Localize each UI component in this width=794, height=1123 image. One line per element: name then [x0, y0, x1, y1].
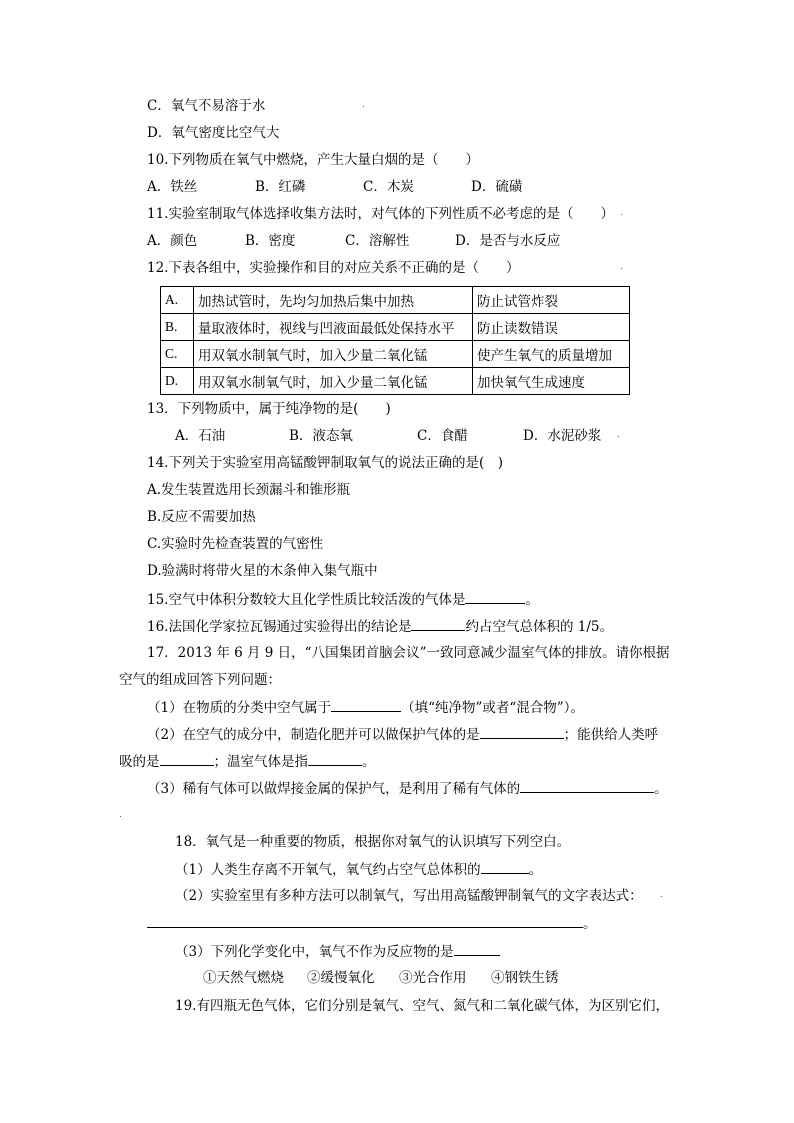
answer-blank[interactable]	[331, 697, 401, 712]
q19-stem: 19.有四瓶无色气体，它们分别是氧气、空气、氮气和二氧化碳气体，为区别它们，	[175, 998, 669, 1014]
q16-text: 16.法国化学家拉瓦锡通过实验得出的结论是	[147, 619, 412, 635]
q14-option-b: B.反应不需要加热	[147, 509, 256, 525]
q14-option-d: D.验满时将带火星的木条伸入集气瓶中	[147, 563, 378, 579]
row-operation: 加热试管时，先均匀加热后集中加热	[194, 287, 473, 314]
scan-dot: .	[620, 262, 623, 272]
scan-dot: .	[620, 208, 623, 218]
option: C．食醋	[417, 428, 468, 444]
q13-stem: 13．下列物质中，属于纯净物的是( )	[147, 401, 391, 417]
answer-blank[interactable]	[480, 724, 564, 739]
q18-part2-answer	[147, 913, 597, 934]
table-row	[161, 368, 630, 395]
option: ④钢铁生锈	[491, 970, 559, 986]
row-purpose: 防止读数错误	[473, 314, 630, 341]
q9-option-d: D．氧气密度比空气大	[147, 125, 280, 141]
option: ①天然气燃烧	[203, 970, 284, 986]
q18-part1	[175, 859, 542, 880]
row-label: A.	[161, 287, 194, 314]
q17-part3	[147, 778, 668, 799]
option: A．石油	[175, 428, 226, 444]
table-row	[161, 341, 630, 368]
answer-blank[interactable]	[308, 751, 362, 766]
q13-options	[175, 426, 601, 446]
q15-end: 。	[525, 592, 539, 608]
q11-stem: 11.实验室制取气体选择收集方法时，对气体的下列性质不必考虑的是（ ）	[147, 206, 614, 222]
q17-part2-cont-mid: ；温室气体是指	[213, 754, 308, 770]
q18-part2: （2）实验室里有多种方法可以制氧气，写出用高锰酸钾制氧气的文字表达式：	[175, 888, 643, 904]
scan-dot: .	[660, 890, 663, 900]
answer-blank[interactable]	[454, 941, 500, 956]
q17-part2	[147, 724, 658, 745]
q17-part2-text: （2）在空气的成分中，制造化肥并可以做保护气体的是	[147, 727, 480, 743]
q17-part1-end: （填“纯净物”或者“混合物”）。	[401, 700, 584, 716]
q17-stem-cont: 空气的组成回答下列问题：	[119, 672, 281, 688]
q15-text: 15.空气中体积分数较大且化学性质比较活泼的气体是	[147, 592, 466, 608]
scan-dot: .	[119, 810, 122, 820]
option: A．颜色	[147, 233, 198, 249]
answer-blank[interactable]	[147, 913, 583, 928]
row-purpose: 加快氧气生成速度	[473, 368, 630, 395]
q14-stem: 14.下列关于实验室用高锰酸钾制取氧气的说法正确的是( )	[147, 455, 504, 471]
q16	[147, 616, 613, 637]
row-label: C.	[161, 341, 194, 368]
answer-blank[interactable]	[465, 589, 525, 604]
option: D．水泥砂浆	[523, 428, 602, 444]
answer-blank[interactable]	[481, 859, 529, 874]
q10-options	[147, 177, 522, 197]
option: ②缓慢氧化	[307, 970, 375, 986]
q12-table	[160, 286, 630, 395]
row-purpose: 使产生氧气的质量增加	[473, 341, 630, 368]
q12-stem: 12.下表各组中，实验操作和目的对应关系不正确的是（ ）	[147, 260, 520, 276]
q11-options	[147, 231, 560, 251]
q18-part2-end: 。	[583, 916, 597, 932]
row-label: B.	[161, 314, 194, 341]
q17-part2-cont	[119, 751, 376, 772]
row-operation: 用双氧水制氧气时，加入少量二氧化锰	[194, 341, 473, 368]
q18-stem: 18．氧气是一种重要的物质，根据你对氧气的认识填写下列空白。	[175, 834, 571, 850]
answer-blank[interactable]	[160, 751, 214, 766]
q18-part3	[175, 941, 500, 962]
scan-dot: .	[362, 100, 365, 110]
option: D．硫磺	[471, 179, 523, 195]
scan-dot: .	[617, 430, 620, 440]
q17-stem: 17．2013 年 6 月 9 日，“八国集团首脑会议”一致同意减少温室气体的排放。请你根据	[147, 645, 670, 661]
q18-part1-end: 。	[528, 862, 543, 878]
option: B．密度	[245, 233, 296, 249]
option: B．红磷	[255, 179, 306, 195]
option: D．是否与水反应	[455, 233, 561, 249]
option: A．铁丝	[147, 179, 198, 195]
table-row	[161, 314, 630, 341]
option: B．液态氧	[289, 428, 353, 444]
q15	[147, 589, 539, 610]
option: C．木炭	[363, 179, 414, 195]
q17-part3-end: 。	[654, 781, 668, 797]
q18-part1-text: （1）人类生存离不开氧气，氧气约占空气总体积的	[175, 862, 481, 878]
answer-blank[interactable]	[411, 616, 465, 631]
row-purpose: 防止试管炸裂	[473, 287, 630, 314]
answer-blank[interactable]	[520, 778, 654, 793]
q17-part1-text: （1）在物质的分类中空气属于	[147, 700, 332, 716]
row-label: D.	[161, 368, 194, 395]
q18-part3-options	[203, 968, 559, 988]
q17-part1	[147, 697, 584, 718]
q14-option-c: C.实验时先检查装置的气密性	[147, 536, 324, 552]
q17-part2-cont-text: 吸的是	[119, 754, 160, 770]
option: ③光合作用	[399, 970, 467, 986]
q10-stem: 10.下列物质在氧气中燃烧，产生大量白烟的是（ ）	[147, 152, 479, 168]
q9-option-c: C．氧气不易溶于水	[147, 98, 266, 114]
q18-part3-text: （3）下列化学变化中，氧气不作为反应物的是	[175, 944, 454, 960]
q17-part2-end: 。	[362, 754, 376, 770]
table-row	[161, 287, 630, 314]
q17-part3-text: （3）稀有气体可以做焊接金属的保护气，是利用了稀有气体的	[147, 781, 521, 797]
q17-part2-mid: ；能供给人类呼	[563, 727, 659, 743]
q14-option-a: A.发生装置选用长颈漏斗和锥形瓶	[147, 482, 351, 498]
option: C．溶解性	[345, 233, 410, 249]
q16-end: 约占空气总体积的 1/5。	[465, 619, 614, 635]
row-operation: 用双氧水制氧气时，加入少量二氧化锰	[194, 368, 473, 395]
row-operation: 量取液体时，视线与凹液面最低处保持水平	[194, 314, 473, 341]
